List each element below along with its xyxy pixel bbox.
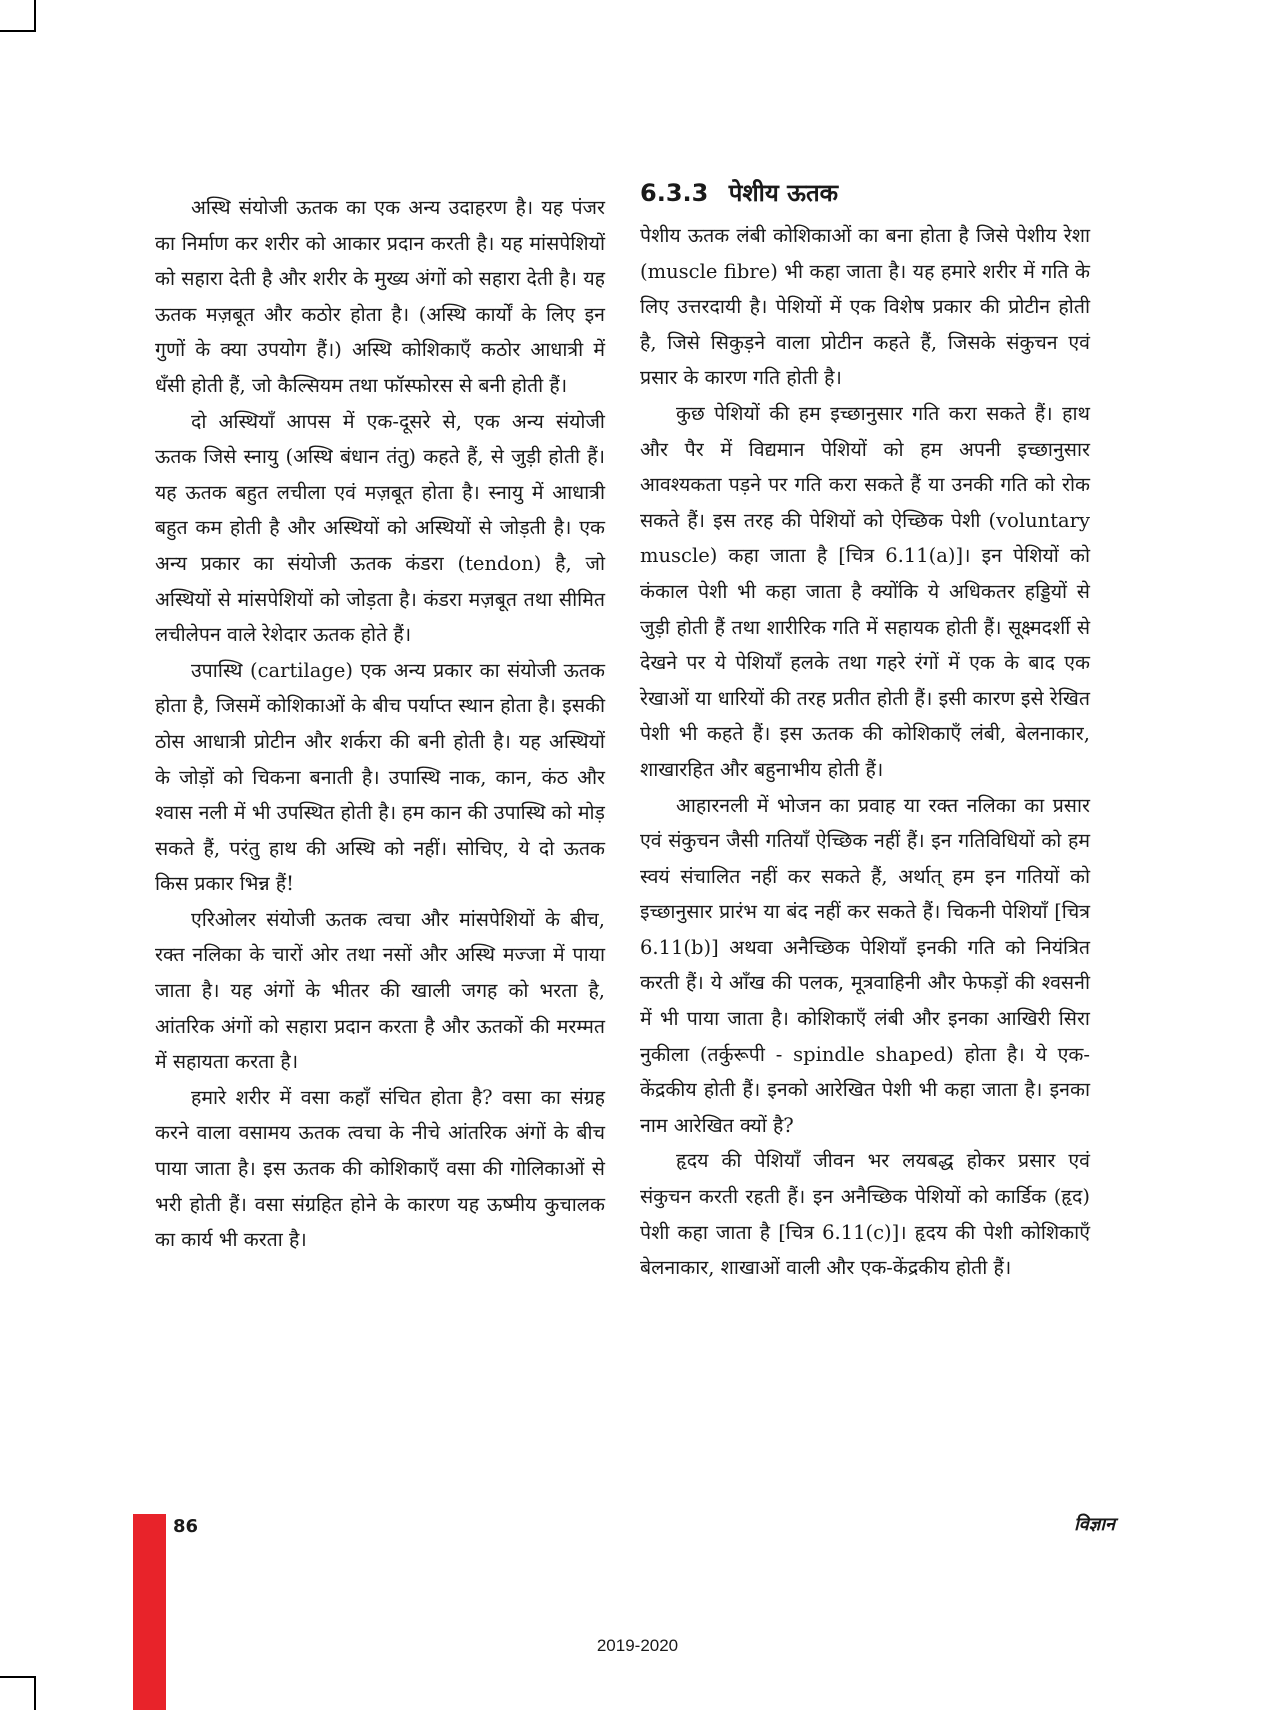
accent-bar	[133, 1514, 166, 1710]
paragraph: अस्थि संयोजी ऊतक का एक अन्य उदाहरण है। यह पंजर का निर्माण कर शरीर को आकार प्रदान करती है। यह मांसपेशियों को सहारा देती है और शरीर के मुख्य अंगों को सहारा देती है। यह ऊतक मज़बूत और कठोर होता है। (अस्थि कार्यों के लिए इन गुणों के क्या उपयोग हैं।) अस्थि कोशिकाएँ कठोर आधात्री में धँसी होती हैं, जो कैल्सियम तथा फॉस्फोरस से बनी होती हैं।	[155, 196, 605, 397]
section-number: 6.3.3	[640, 179, 709, 207]
paragraph: दो अस्थियाँ आपस में एक-दूसरे से, एक अन्य संयोजी ऊतक जिसे स्नायु (अस्थि बंधान तंतु) कहते हैं, से जुड़ी होती हैं। यह ऊतक बहुत लचीला एवं मज़बूत होता है। स्नायु में आधात्री बहुत कम होती है और अस्थियों को अस्थियों से जोड़ती है। एक अन्य प्रकार का संयोजी ऊतक कंडरा (tendon) है, जो अस्थियों से मांसपेशियों को जोड़ता है। कंडरा मज़बूत तथा सीमित लचीलेपन वाले रेशेदार ऊतक होते हैं।	[155, 409, 605, 647]
paragraph: पेशीय ऊतक लंबी कोशिकाओं का बना होता है जिसे पेशीय रेशा (muscle fibre) भी कहा जाता है। यह हमारे शरीर में गति के लिए उत्तरदायी है। पेशियों में एक विशेष प्रकार की प्रोटीन होती है, जिसे सिकुड़ने वाला प्रोटीन कहते हैं, जिसके संकुचन एवं प्रसार के कारण गति होती है।	[640, 224, 1090, 390]
paragraph: हृदय की पेशियाँ जीवन भर लयबद्ध होकर प्रसार एवं संकुचन करती रहती हैं। इन अनैच्छिक पेशियों को कार्डिक (हृद) पेशी कहा जाता है [चित्र 6.11(c)]। हृदय की पेशी कोशिकाएँ बेलनाकार, शाखाओं वाली और एक-केंद्रकीय होती हैं।	[640, 1149, 1090, 1280]
crop-mark-bottom-v	[34, 1676, 36, 1710]
year-footer: 2019-2020	[596, 1636, 679, 1655]
crop-mark-top-h	[0, 30, 36, 32]
paragraph: एरिओलर संयोजी ऊतक त्वचा और मांसपेशियों के बीच, रक्त नलिका के चारों ओर तथा नसों और अस्थि मज्जा में पाया जाता है। यह अंगों के भीतर की खाली जगह को भरता है, आंतरिक अंगों को सहारा प्रदान करता है और ऊतकों की मरम्मत में सहायता करता है।	[155, 907, 605, 1074]
left-column	[155, 190, 605, 1258]
running-head: विज्ञान	[1074, 1514, 1115, 1535]
paragraph: उपास्थि (cartilage) एक अन्य प्रकार का संयोजी ऊतक होता है, जिसमें कोशिकाओं के बीच पर्याप्त स्थान होता है। इसकी ठोस आधात्री प्रोटीन और शर्करा की बनी होती है। यह अस्थियों के जोड़ों को चिकना बनाती है। उपास्थि नाक, कान, कंठ और श्वास नली में भी उपस्थित होती है। हम कान की उपास्थि को मोड़ सकते हैं, परंतु हाथ की अस्थि को नहीं। सोचिए, ये दो ऊतक किस प्रकार भिन्न हैं!	[155, 658, 605, 896]
paragraph: कुछ पेशियों की हम इच्छानुसार गति करा सकते हैं। हाथ और पैर में विद्यमान पेशियों को हम अपनी इच्छानुसार आवश्यकता पड़ने पर गति करा सकते हैं या उनकी गति को रोक सकते हैं। इस तरह की पेशियों को ऐच्छिक पेशी (voluntary muscle) कहा जाता है [चित्र 6.11(a)]। इन पेशियों को कंकाल पेशी भी कहा जाता है क्योंकि ये अधिकतर हड्डियों से जुड़ी होती हैं तथा शारीरिक गति में सहायक होती हैं। सूक्ष्मदर्शी से देखने पर ये पेशियाँ हलके तथा गहरे रंगों में एक के बाद एक रेखाओं या धारियों की तरह प्रतीत होती हैं। इसी कारण इसे रेखित पेशी भी कहते हैं। इस ऊतक की कोशिकाएँ लंबी, बेलनाकार, शाखारहित और बहुनाभीय होती हैं।	[640, 401, 1090, 781]
paragraph: हमारे शरीर में वसा कहाँ संचित होता है? वसा का संग्रह करने वाला वसामय ऊतक त्वचा के नीचे आंतरिक अंगों के बीच पाया जाता है। इस ऊतक की कोशिकाएँ वसा की गोलिकाओं से भरी होती हैं। वसा संग्रहित होने के कारण यह ऊष्मीय कुचालक का कार्य भी करता है।	[155, 1085, 605, 1252]
section-heading	[640, 176, 1090, 210]
section-title: पेशीय ऊतक	[728, 179, 839, 207]
right-column	[640, 176, 1090, 1286]
page-number: 86	[173, 1516, 199, 1537]
crop-mark-top-v	[34, 0, 36, 32]
paragraph: आहारनली में भोजन का प्रवाह या रक्त नलिका का प्रसार एवं संकुचन जैसी गतियाँ ऐच्छिक नहीं हैं। इन गतिविधियों को हम स्वयं संचालित नहीं कर सकते हैं, अर्थात् हम इन गतियों को इच्छानुसार प्रारंभ या बंद नहीं कर सकते हैं। चिकनी पेशियाँ [चित्र 6.11(b)] अथवा अनैच्छिक पेशियाँ इनकी गति को नियंत्रित करती हैं। ये आँख की पलक, मूत्रवाहिनी और फेफड़ों की श्वसनी में भी पाया जाता है। कोशिकाएँ लंबी और इनका आखिरी सिरा नुकीला (तर्कुरूपी - spindle shaped) होता है। ये एक-केंद्रकीय होती हैं। इनको आरेखित पेशी भी कहा जाता है। इनका नाम आरेखित क्यों है?	[640, 793, 1090, 1137]
crop-mark-bottom-h	[0, 1676, 36, 1678]
